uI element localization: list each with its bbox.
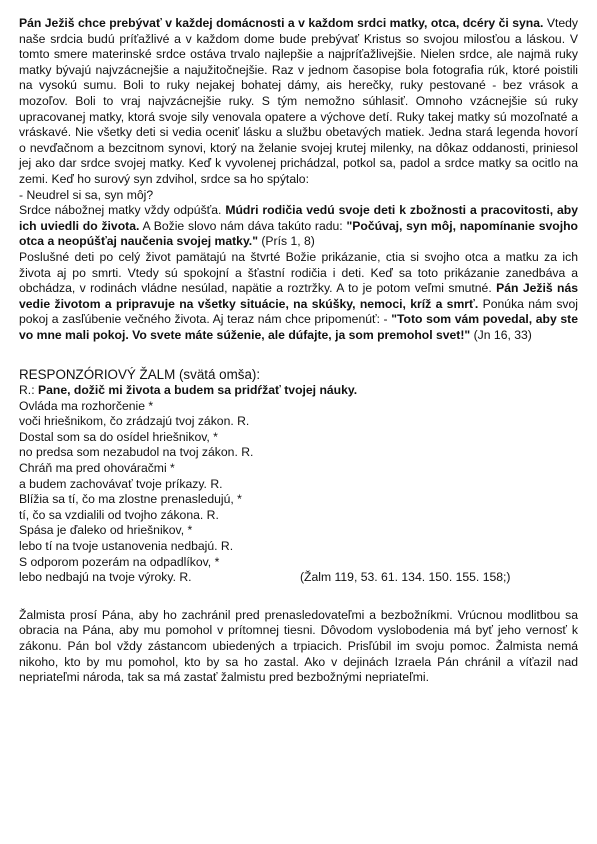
psalm-line: Blížia sa tí, čo ma zlostne prenasledujú, * bbox=[19, 492, 242, 507]
psalm-line: voči hriešnikom, čo zrádzajú tvoj zákon. R. bbox=[19, 414, 250, 429]
psalm-line: tí, čo sa vzdialili od tvojho zákona. R. bbox=[19, 507, 219, 522]
reflection-text-3a: Srdce nábožnej matky vždy odpúšťa. bbox=[19, 203, 226, 218]
psalm-line: lebo nedbajú na tvoje výroky. R. bbox=[19, 570, 192, 585]
psalm-line: S odporom pozerám na odpadlíkov, * bbox=[19, 554, 220, 569]
psalm-reference: (Žalm 119, 53. 61. 134. 150. 155. 158;) bbox=[300, 570, 511, 585]
reflection-text-4b: Ponúka nám svoj pokoj a zasľúbenie večného života. Aj teraz nám chce pripomenúť: - bbox=[19, 296, 578, 327]
psalm-line: Chráň ma pred ohováračmi * bbox=[19, 461, 175, 476]
reflection-bold-4a: Pán Ježiš nás vedie životom a pripravuje na všetky situácie, na skúšky, nemoci, kríž a smrť. bbox=[19, 281, 578, 311]
reflection-title: Pán Ježiš chce prebývať v každej domácnosti a v každom srdci matky, otca, dcéry či syna. bbox=[19, 16, 544, 30]
psalm-last-line bbox=[19, 570, 578, 586]
psalm-line: no predsa som nezabudol na tvoj zákon. R. bbox=[19, 445, 254, 460]
reflection-ref-prov: (Prís 1, 8) bbox=[257, 234, 315, 249]
psalm-response-prefix: R.: bbox=[19, 383, 38, 398]
psalm-line: a budem zachovávať tvoje príkazy. R. bbox=[19, 476, 223, 491]
psalm-line: Dostal som sa do osídel hriešnikov, * bbox=[19, 429, 218, 444]
reflection-quote-prov: "Počúvaj, syn môj, napomínanie svojho otca a neopúšťaj naučenia svojej matky." bbox=[19, 218, 578, 249]
reflection-text-3b: A Božie slovo nám dáva takúto radu: bbox=[139, 218, 347, 233]
reflection-paragraph-2: - Neudrel si sa, syn môj? bbox=[19, 187, 154, 202]
psalm-response bbox=[19, 383, 578, 399]
psalm-line: Spása je ďaleko od hriešnikov, * bbox=[19, 523, 193, 538]
reflection-quote-john: "Toto som vám povedal, aby ste vo mne mali pokoj. Vo svete máte súženie, ale dúfajte, ja som premohol svet!" bbox=[19, 312, 578, 342]
reflection-bold-3a: Múdri rodičia vedú svoje deti k zbožnosti a pracovitosti, aby ich uviedli do života. bbox=[19, 203, 579, 233]
reflection-paragraph-3 bbox=[19, 203, 578, 250]
psalm-line: Ovláda ma rozhorčenie * bbox=[19, 398, 154, 413]
reflection-text-4a: Poslušné deti po celý život pamätajú na štvrté Božie prikázanie, ctia si svojho otca a matku za ich života aj po smrti. Vtedy sú spokojní a šťastní rodičia i deti. Keď sa toto prikázanie zanedbáva a obchádza, v rodinách vládne nesúlad, napätie a roztržky. A to je potom veľmi smutné. bbox=[19, 249, 578, 296]
psalm-heading: RESPONZÓRIOVÝ ŽALM (svätá omša): bbox=[19, 367, 261, 383]
psalm-response-text: Pane, dožič mi života a budem sa pridŕžať tvojej náuky. bbox=[37, 383, 358, 398]
psalm-line: lebo tí na tvoje ustanovenia nedbajú. R. bbox=[19, 539, 234, 553]
reflection-ref-john: (Jn 16, 33) bbox=[470, 327, 532, 342]
reflection-paragraph-4 bbox=[19, 250, 578, 344]
commentary-paragraph: Žalmista prosí Pána, aby ho zachránil pred prenasledovateľmi a bezbožníkmi. Vrúcnou modlitbou sa obracia na Pána, aby mu pomohol v prítomnej tiesni. Dôvodom vyslobodenia má byť jeho vernosť k zákonu. Pán bol vždy zástancom ubiedených a trpiacich. Prisľúbil im svoju pomoc. Žalmista nemá nikoho, kto by mu pomohol, kto by sa ho zastal. Ako v dejinách Izraela Pán chránil a víťazil nad nepriateľmi národa, tak sa má zastať žalmistu pred bezbožnými nepriateľmi. bbox=[19, 607, 578, 685]
reflection-text-1: Vtedy naše srdcia budú príťažlivé a v každom dome bude prebývať Kristus so svojou milosťou a láskou. V tomto smere materinské srdce ostáva trvalo najlepšie a najpríťažlivejšie. Nielen srdce, ale najmä ruky matky bývajú najvzácnejšie a najužitočnejšie. Raz v jednom časopise bola fotografia rúk, ktoré poistili na vysokú sumu. Boli to ruky nejakej bohatej dámy, ais herečky, ruky pestované - bez vrások a mozoľov. Boli to vraj najvzácnejšie ruky. S tým nemožno súhlasiť. Omnoho vzácnejšie sú ruky upracovanej matky, ktorá svoje sily venovala opatere a výchove detí. Ruky takej matky sú mozoľnaté a vráskavé. Nie všetky deti si vedia oceniť lásku a službu obetavých matiek. Jedna stará legenda hovorí o nevďačnom a bezcitnom synovi, ktorý na želanie svojej krutej milenky, na dôkaz oddanosti, priniesol jej ako dar srdce svojej matky. Keď k vyvolenej prichádzal, potkol sa, padol a srdce matky sa ocitlo na zemi. Keď ho surový syn zdvihol, srdce sa ho spýtalo: bbox=[19, 16, 578, 186]
reflection-paragraph-1 bbox=[19, 16, 578, 188]
